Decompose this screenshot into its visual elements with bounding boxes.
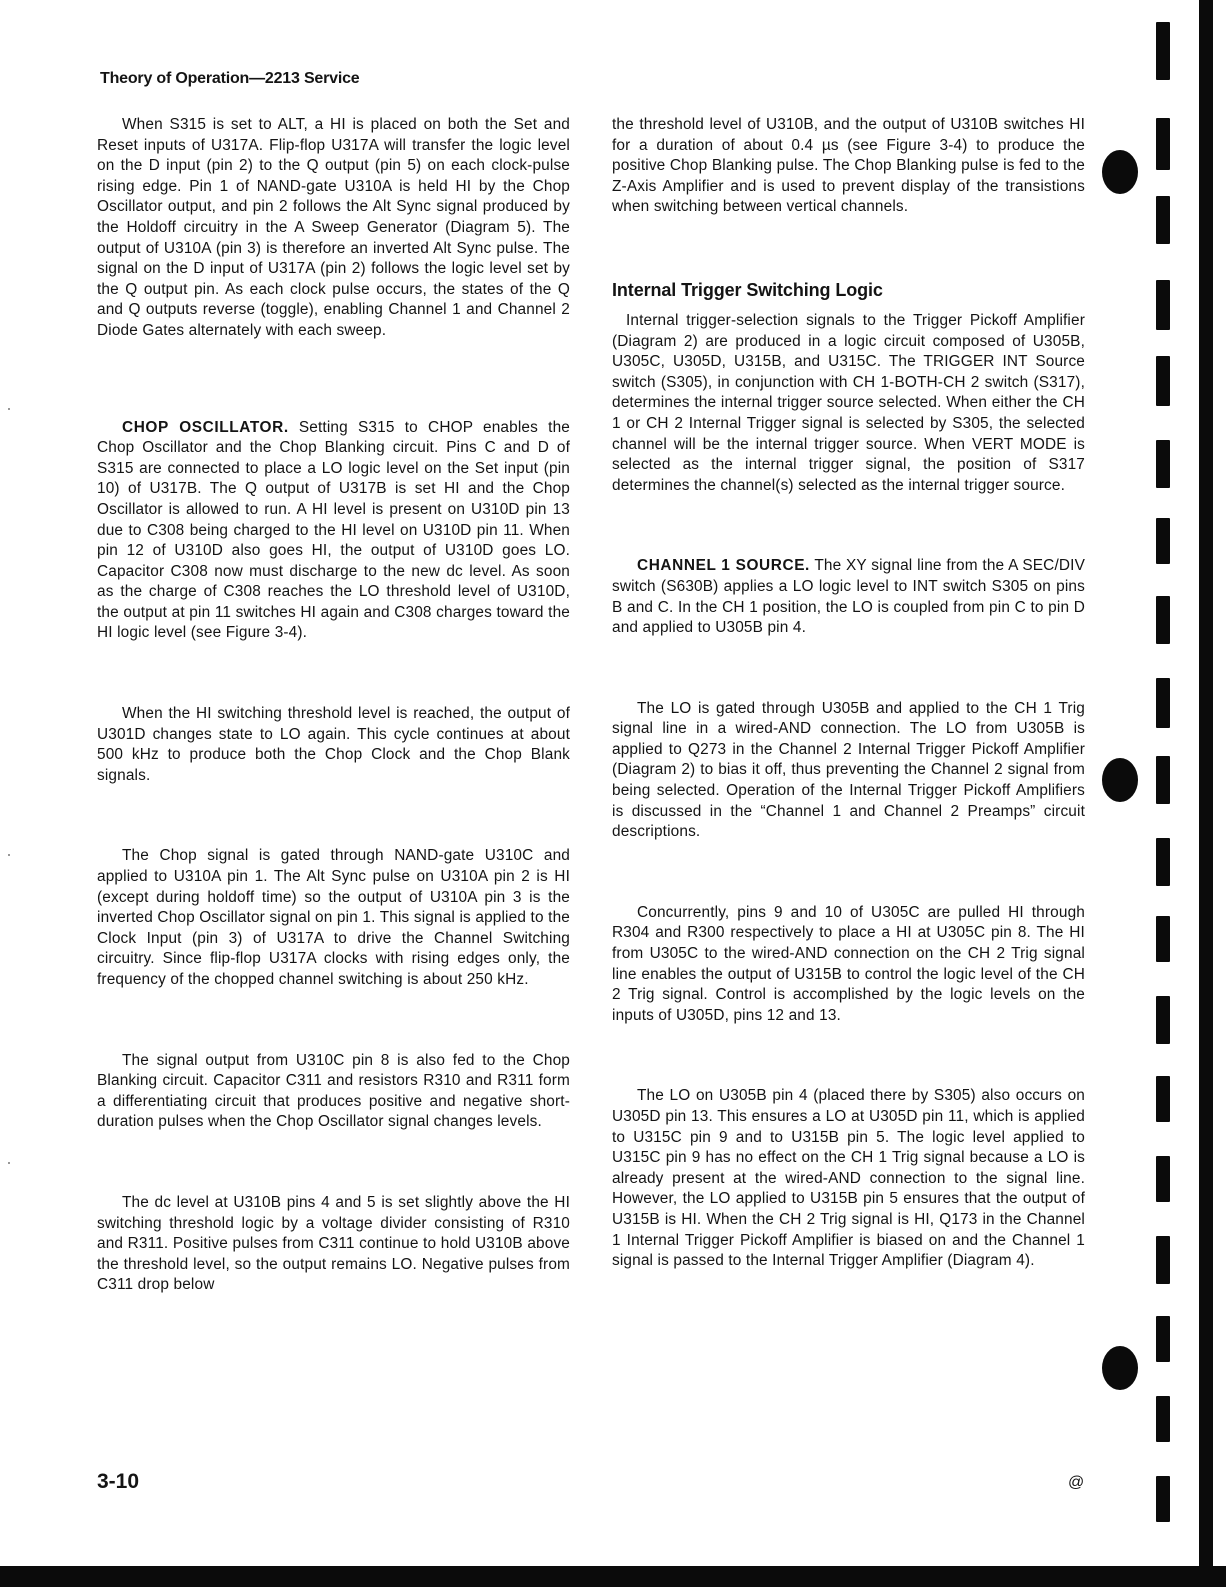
margin-tick — [1156, 756, 1170, 804]
margin-tick — [1156, 1156, 1170, 1202]
paragraph-hi-threshold: When the HI switching threshold level is reached, the output of U301D changes state to LO again. This cycle continues at about 500 kHz to produce both the Chop Clock and the Chop Blank signals. — [97, 705, 570, 784]
margin-tick — [1156, 196, 1170, 244]
paragraph-concurrently: Concurrently, pins 9 and 10 of U305C are pulled HI through R304 and R300 respectively to place a HI at U305C pin 8. The HI from U305C to the wired-AND connection on the CH 2 Trig signal line enables the output of U315B to control the logic level of the CH 2 Trig signal. Control is accomplished by the logic levels on the inputs of U305D, pins 12 and 13. — [612, 903, 1085, 1024]
margin-tick — [1156, 1476, 1170, 1522]
margin-tick — [1156, 916, 1170, 962]
punch-hole — [1102, 758, 1138, 802]
page-number: 3-10 — [97, 1470, 140, 1493]
margin-tick — [1156, 1316, 1170, 1362]
margin-tick — [1156, 440, 1170, 488]
margin-tick — [1156, 518, 1170, 564]
scan-speck — [8, 854, 10, 856]
paragraph-chop-oscillator: CHOP OSCILLATOR. Setting S315 to CHOP enables the Chop Oscillator and the Chop Blanking circuit. Pins C and D of S315 are connected to place a LO logic level on the Set input (pin 10) of U317B. The Q output of U317B is set HI and the Chop Oscillator is allowed to run. A HI level is present on U310D pin 13 due to C308 being charged to the HI level on U310D pin 11. When pin 12 of U310D also goes HI, the output of U310D goes LO. Capacitor C308 now must discharge to the new dc level. As soon as the charge of C308 reaches the LO threshold level of U310D, the output at pin 11 switches HI again and C308 charges toward the HI logic level (see Figure 3-4). — [97, 418, 570, 642]
margin-tick — [1156, 1076, 1170, 1122]
margin-tick — [1156, 596, 1170, 644]
left-column — [97, 115, 570, 1296]
scan-bottom-bar — [0, 1566, 1226, 1587]
subheading-chop-oscillator: CHOP OSCILLATOR. — [122, 418, 289, 436]
margin-tick — [1156, 678, 1170, 728]
scan-speck — [8, 408, 10, 410]
paragraph-lo-on-u305b: The LO on U305B pin 4 (placed there by S305) also occurs on U305D pin 13. This ensures a LO at U305D pin 11, which is applied to U315C pin 9 and to U315B pin 5. The logic level applied to U315C pin 9 has no effect on the CH 1 Trig signal because a LO is already present at the wired-AND connection to the signal line. However, the LO applied to U315B pin 5 ensures that the output of U315B is HI. When the CH 2 Trig signal is HI, Q173 in the Channel 1 Internal Trigger Pickoff Amplifier is biased on and the Channel 1 signal is passed to the Internal Trigger Amplifier (Diagram 4). — [612, 1087, 1085, 1270]
margin-tick — [1156, 356, 1170, 406]
punch-hole — [1102, 150, 1138, 194]
paragraph-chop-signal: The Chop signal is gated through NAND-gate U310C and applied to U310A pin 1. The Alt Sync pulse on U310A pin 2 is HI (except during holdoff time) so the output of U310A pin 3 is the inverted Chop Oscillator signal on pin 1. This signal is applied to the Clock Input (pin 3) of U317A to drive the Channel Switching circuitry. Since flip-flop U317A clocks with rising edges only, the frequency of the chopped channel switching is about 250 kHz. — [97, 847, 570, 988]
right-column — [612, 115, 1085, 1272]
margin-tick — [1156, 996, 1170, 1044]
paragraph-continued: the threshold level of U310B, and the output of U310B switches HI for a duration of about 0.4 µs (see Figure 3-4) to produce the positive Chop Blanking pulse. The Chop Blanking pulse is fed to the Z-Axis Amplifier and is used to prevent display of the transistions when switching between vertical channels. — [612, 116, 1085, 216]
margin-tick — [1156, 118, 1170, 170]
footer-mark: @ — [1068, 1474, 1085, 1491]
scan-edge-bar — [1199, 0, 1213, 1566]
section-heading: Internal Trigger Switching Logic — [612, 279, 883, 300]
margin-tick — [1156, 1236, 1170, 1284]
paragraph-alt-mode: When S315 is set to ALT, a HI is placed on both the Set and Reset inputs of U317A. Flip-flop U317A will transfer the logic level on the D input (pin 2) to the Q output (pin 5) on each clock-pulse rising edge. Pin 1 of NAND-gate U310A is held HI by the Chop Oscillator output, and pin 2 follows the Alt Sync signal produced by the Holdoff circuitry in the A Sweep Generator (Diagram 5). The output of U310A (pin 3) is therefore an inverted Alt Sync pulse. The signal on the D input of U317A (pin 2) follows the logic level set by the Q output pin. As each clock pulse occurs, the states of the Q and Q outputs reverse (toggle), enabling Channel 1 and Channel 2 Diode Gates alternately with each sweep. — [97, 116, 570, 339]
subheading-channel-1-source: CHANNEL 1 SOURCE. — [637, 557, 810, 575]
punch-hole — [1102, 1346, 1138, 1390]
paragraph-chop-blanking: The signal output from U310C pin 8 is also fed to the Chop Blanking circuit. Capacitor C311 and resistors R310 and R311 form a differentiating circuit that produces positive and negative short-duration pulses when the Chop Oscillator signal changes levels. — [97, 1051, 570, 1131]
margin-tick — [1156, 22, 1170, 80]
margin-tick — [1156, 1396, 1170, 1442]
margin-tick — [1156, 838, 1170, 886]
paragraph-lo-gated: The LO is gated through U305B and applied to the CH 1 Trig signal line in a wired-AND connection. The LO from U305B is applied to Q273 in the Channel 2 Internal Trigger Pickoff Amplifier (Diagram 2) to bias it off, thus preventing the Channel 2 signal from being selected. Operation of the Internal Trigger Pickoff Amplifiers is discussed in the “Channel 1 and Channel 2 Preamps” circuit descriptions. — [612, 699, 1085, 841]
paragraph-internal-trigger: Internal trigger-selection signals to the Trigger Pickoff Amplifier (Diagram 2) are produced in a logic circuit composed of U305B, U305C, U305D, U315B, and U315C. The TRIGGER INT Source switch (S305), in conjunction with CH 1-BOTH-CH 2 switch (S317), determines the internal trigger source selected. When either the CH 1 or CH 2 Internal Trigger signal is selected by S305, the selected channel will be the internal trigger source. When VERT MODE is selected as the internal trigger signal, the position of S317 determines the channel(s) selected as the internal trigger source. — [612, 311, 1085, 494]
scan-speck — [8, 1162, 10, 1164]
paragraph-dc-level: The dc level at U310B pins 4 and 5 is set slightly above the HI switching threshold logic by a voltage divider consisting of R310 and R311. Positive pulses from C311 continue to hold U310B above the threshold level, so the output remains LO. Negative pulses from C311 drop below — [97, 1193, 570, 1294]
margin-tick — [1156, 280, 1170, 330]
paragraph-channel-1-source: CHANNEL 1 SOURCE. The XY signal line from the A SEC/DIV switch (S630B) applies a LO logic level to INT switch S305 on pins B and C. In the CH 1 position, the LO is coupled from pin C to pin D and applied to U305B pin 4. — [612, 557, 1085, 637]
running-header: Theory of Operation—2213 Service — [100, 70, 360, 87]
